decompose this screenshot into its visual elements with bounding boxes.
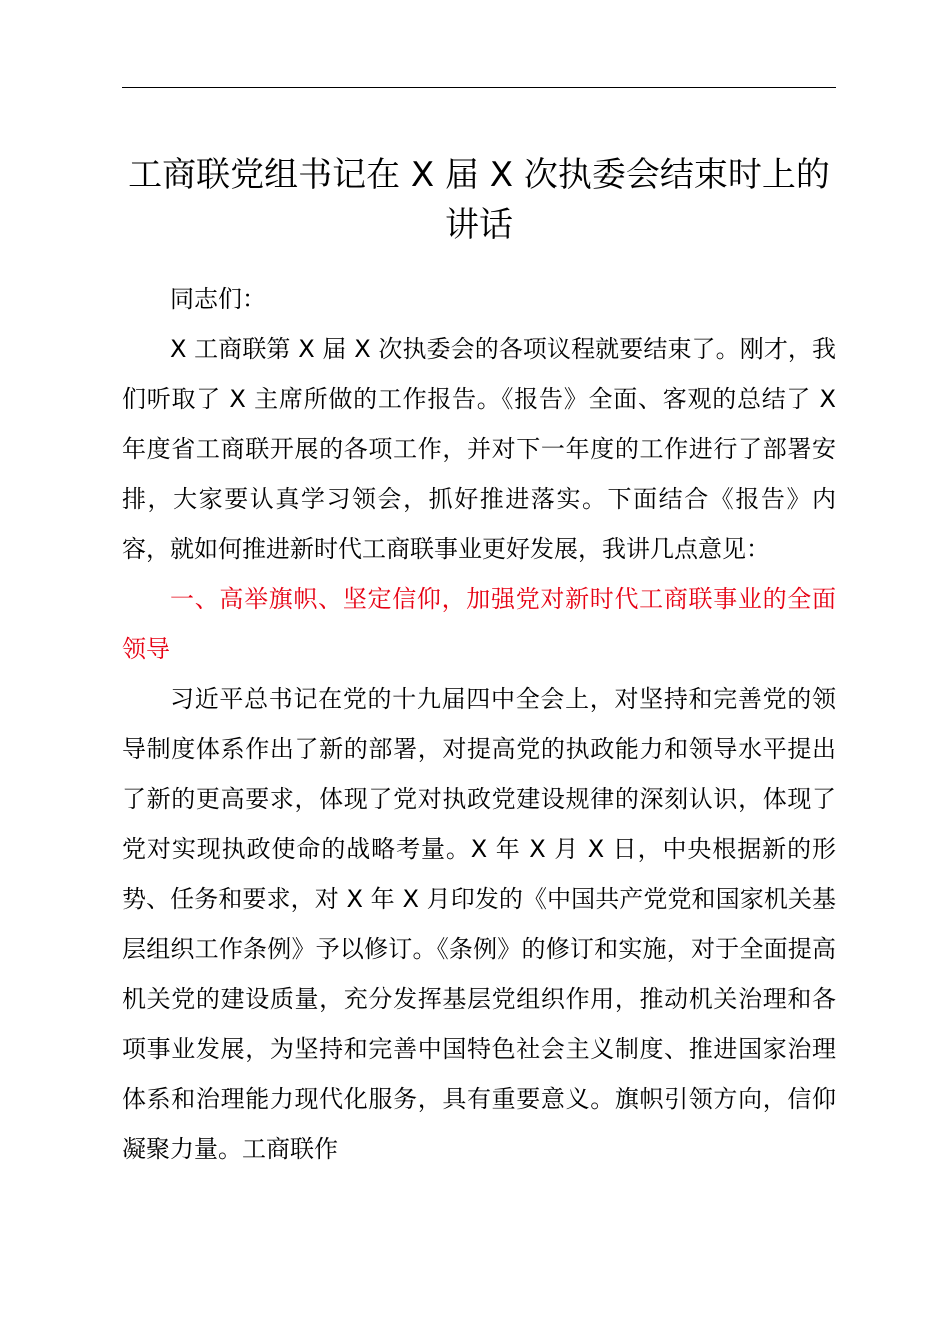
document-title: [122, 150, 836, 250]
salutation: 同志们：: [170, 285, 266, 313]
section-heading-1: 一、高举旗帜、坚定信仰，加强党对新时代工商联事业的全面领导: [122, 585, 836, 663]
title-line-1: 工商联党组书记在 X 届 X 次执委会结束时上的: [128, 155, 830, 195]
header-rule: [122, 87, 836, 88]
document-body: [122, 274, 836, 1174]
title-line-2: 讲话: [445, 205, 513, 245]
paragraph-section-1: 习近平总书记在党的十九届四中全会上，对坚持和完善党的领导制度体系作出了新的部署，对提高党的执政能力和领导水平提出了新的更高要求，体现了党对执政党建设规律的深刻认识，体现了党对实现执政使命的战略考量。X 年 X 月 X 日，中央根据新的形势、任务和要求，对 X 年 X 月印发的《中国共产党党和国家机关基层组织工作条例》予以修订。《条例》的修订和实施，对于全面提高机关党的建设质量，充分发挥基层党组织作用，推动机关治理和各项事业发展，为坚持和完善中国特色社会主义制度、推进国家治理体系和治理能力现代化服务，具有重要意义。旗帜引领方向，信仰凝聚力量。工商联作: [122, 685, 836, 1163]
paragraph-intro: X 工商联第 X 届 X 次执委会的各项议程就要结束了。刚才，我们听取了 X 主席所做的工作报告。《报告》全面、客观的总结了 X 年度省工商联开展的各项工作，并对下一年度的工作进行了部署安排，大家要认真学习领会，抓好推进落实。下面结合《报告》内容，就如何推进新时代工商联事业更好发展，我讲几点意见：: [122, 335, 836, 563]
